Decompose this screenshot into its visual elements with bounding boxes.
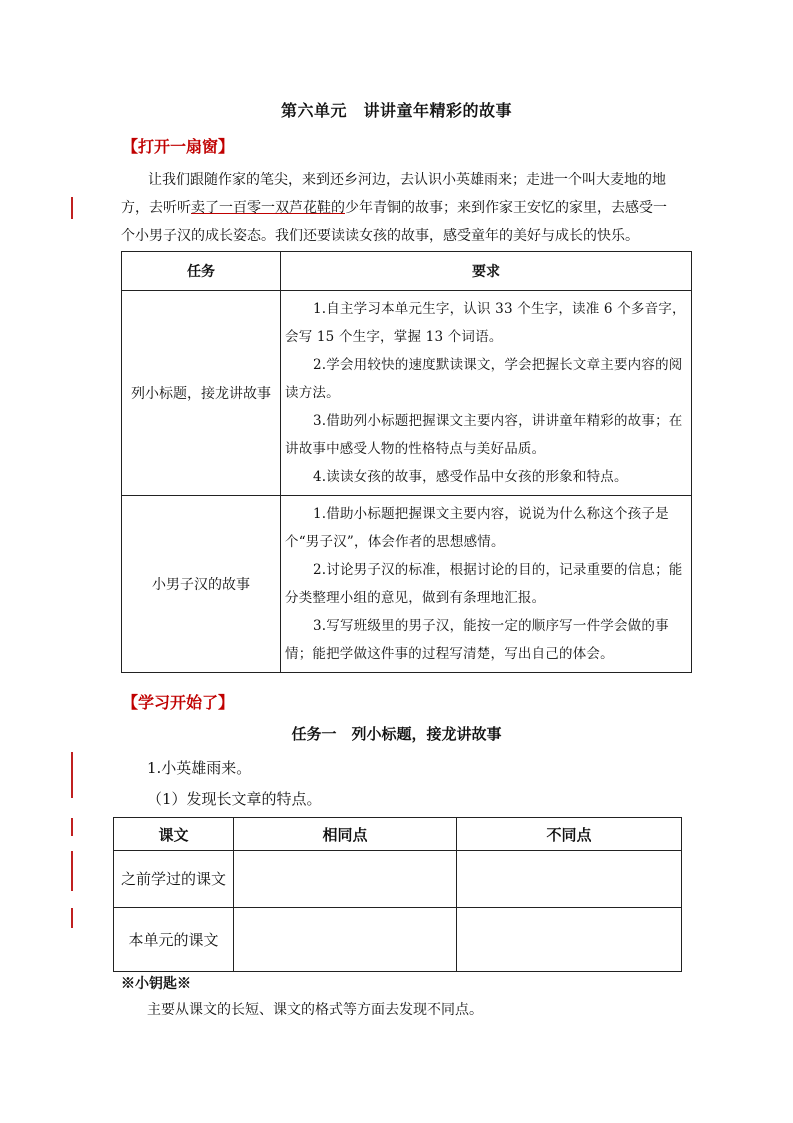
table-row [122, 291, 692, 496]
header-similarities: 相同点 [234, 818, 457, 851]
comparison-table [113, 817, 682, 972]
requirement-item: 2.学会用较快的速度默读课文，学会把握长文章主要内容的阅读方法。 [285, 357, 683, 401]
differences-input-cell[interactable] [457, 851, 682, 908]
requirement-item: 1.自主学习本单元生字，认识 33 个生字，读准 6 个多音字，会写 15 个生字，掌握 13 个词语。 [285, 301, 686, 345]
requirement-item: 1.借助小标题把握课文主要内容，说说为什么称这个孩子是个“男子汉”，体会作者的思想感情。 [285, 506, 669, 550]
header-text: 课文 [114, 818, 234, 851]
row-label: 本单元的课文 [114, 908, 234, 972]
intro-line-1: 让我们跟随作家的笔尖，来到还乡河边，去认识小英雄雨来；走进一个叫大麦地的地 [148, 172, 666, 188]
section-heading-learning-starts: 【学习开始了】 [122, 693, 235, 712]
similarities-input-cell[interactable] [234, 851, 457, 908]
requirement-item: 3.借助列小标题把握课文主要内容，讲讲童年精彩的故事；在讲故事中感受人物的性格特点与美好品质。 [285, 413, 683, 457]
tip-text: 主要从课文的长短、课文的格式等方面去发现不同点。 [147, 1002, 483, 1018]
revision-margin-mark [71, 908, 73, 928]
intro-line-2-pre: 方，去听听 [121, 200, 191, 216]
item-1-sub: （1）发现长文章的特点。 [147, 790, 322, 808]
requirement-item: 3.写写班级里的男子汉，能按一定的顺序写一件学会做的事情；能把学做这件事的过程写清楚，写出自己的体会。 [285, 618, 669, 662]
requirement-item: 2.讨论男子汉的标准，根据讨论的目的，记录重要的信息；能分类整理小组的意见，做到有条理地汇报。 [285, 562, 683, 606]
requirement-item: 4.读读女孩的故事，感受作品中女孩的形象和特点。 [313, 469, 628, 485]
table-row [122, 496, 692, 673]
header-task: 任务 [122, 252, 281, 291]
section-heading-open-window: 【打开一扇窗】 [122, 137, 235, 156]
header-requirements: 要求 [281, 252, 692, 291]
task-one-title: 任务一 列小标题，接龙讲故事 [291, 725, 502, 743]
tip-heading: ※小钥匙※ [121, 976, 191, 992]
intro-line-2 [121, 194, 667, 222]
revision-margin-mark [71, 197, 73, 219]
task-name-cell: 小男子汉的故事 [122, 496, 281, 673]
table-row [114, 851, 682, 908]
row-label-text: 之前学过的课文 [120, 870, 226, 888]
table-header-row [114, 818, 682, 851]
requirements-cell [281, 291, 692, 496]
table-header-row [122, 252, 692, 291]
requirements-cell [281, 496, 692, 673]
differences-input-cell[interactable] [457, 908, 682, 972]
header-differences: 不同点 [457, 818, 682, 851]
intro-underlined-text: 卖了一百零一双芦花鞋的 [191, 200, 345, 216]
row-label [114, 851, 234, 908]
revision-margin-mark [71, 851, 73, 891]
revision-margin-mark [71, 752, 73, 798]
table-row [114, 908, 682, 972]
task-requirements-table [121, 251, 692, 673]
item-1: 1.小英雄雨来。 [147, 759, 252, 777]
similarities-input-cell[interactable] [234, 908, 457, 972]
intro-line-3: 个小男子汉的成长姿态。我们还要读读女孩的故事，感受童年的美好与成长的快乐。 [121, 228, 639, 244]
task-name-cell: 列小标题，接龙讲故事 [122, 291, 281, 496]
page-title: 第六单元 讲讲童年精彩的故事 [280, 101, 512, 120]
revision-margin-mark [71, 818, 73, 836]
intro-line-2-post: 少年青铜的故事；来到作家王安忆的家里，去感受一 [345, 200, 667, 216]
